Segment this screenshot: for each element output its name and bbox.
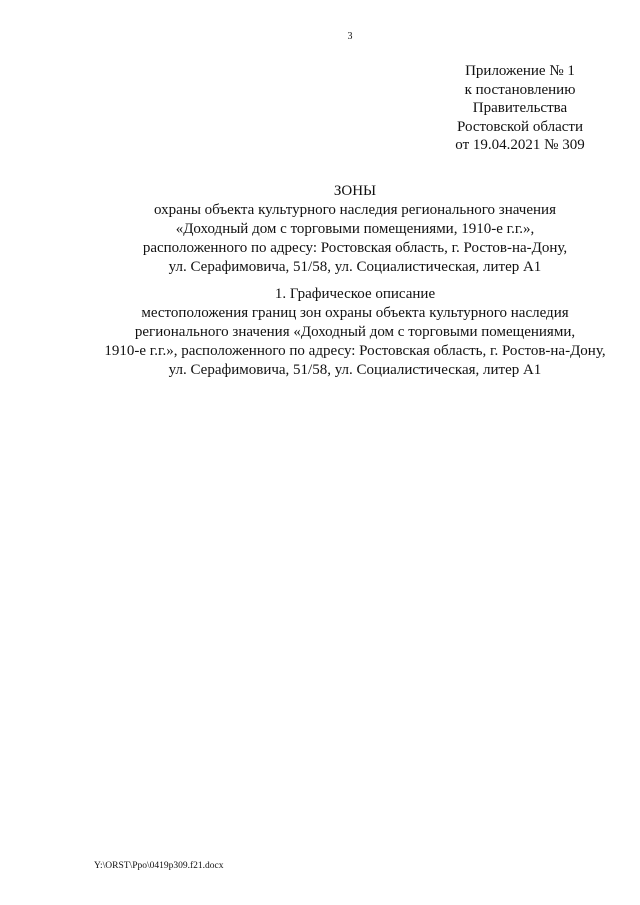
title-heading: ЗОНЫ xyxy=(333,183,377,199)
document-title xyxy=(40,182,640,277)
section-line: регионального значения «Доходный дом с торговыми помещениями, xyxy=(134,324,576,340)
section-line: ул. Серафимовича, 51/58, ул. Социалистическая, литер А1 xyxy=(168,362,542,378)
section-line: местоположения границ зон охраны объекта культурного наследия xyxy=(141,305,569,321)
footer-file-path: Y:\ORST\Ppo\0419p309.f21.docx xyxy=(94,861,224,871)
appendix-block xyxy=(440,62,600,155)
section-heading: 1. Графическое описание xyxy=(274,286,436,302)
appendix-line: к постановлению xyxy=(464,81,576,98)
title-line: охраны объекта культурного наследия регионального значения xyxy=(154,202,556,218)
section-line: 1910-е г.г.», расположенного по адресу: Ростовская область, г. Ростов-на-Дону, xyxy=(104,343,606,359)
appendix-line: Приложение № 1 xyxy=(465,63,575,79)
appendix-line: Ростовской области xyxy=(457,118,583,135)
title-line: «Доходный дом с торговыми помещениями, 1910-е г.г.», xyxy=(175,221,535,237)
page-number: 3 xyxy=(347,31,353,42)
section-graphic-description xyxy=(40,285,640,380)
appendix-line: Правительства xyxy=(472,100,568,116)
title-line: ул. Серафимовича, 51/58, ул. Социалистическая, литер А1 xyxy=(168,259,542,275)
appendix-line: от 19.04.2021 № 309 xyxy=(455,137,585,153)
title-line: расположенного по адресу: Ростовская область, г. Ростов-на-Дону, xyxy=(142,240,568,256)
